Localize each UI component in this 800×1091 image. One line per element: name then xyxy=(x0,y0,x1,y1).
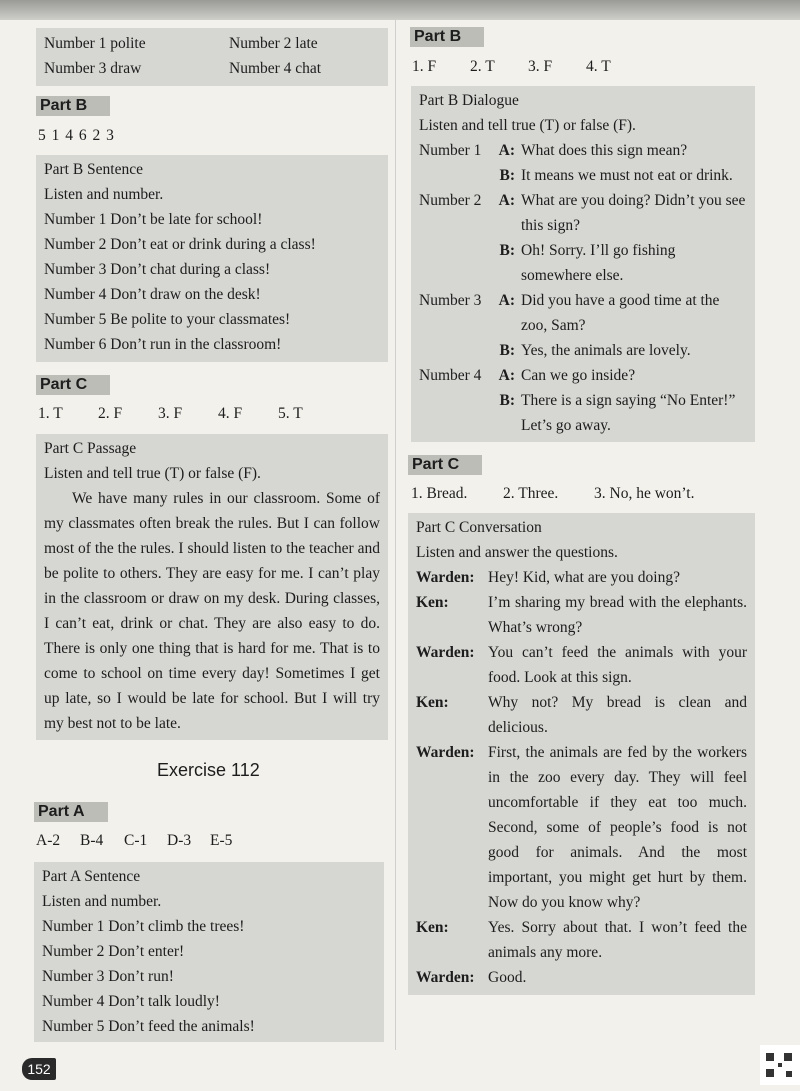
box-line: Number 6 Don’t run in the classroom! xyxy=(44,336,282,353)
speaker-label: B: xyxy=(499,242,515,259)
box-line: Number 4 Don’t draw on the desk! xyxy=(44,286,261,303)
dialogue-number: Number 1 xyxy=(419,142,482,159)
box-title: Part C Conversation xyxy=(416,519,542,536)
qr-code-icon xyxy=(760,1045,800,1085)
dialogue-text: It means we must not eat or drink. xyxy=(521,167,733,184)
conversation-line xyxy=(416,565,747,590)
speaker-label: B: xyxy=(499,392,515,409)
part-b-header: Part B xyxy=(36,96,110,116)
box-line: Part A Sentence xyxy=(42,868,141,885)
box-line: Listen and number. xyxy=(42,893,162,910)
answer-item: 1. T xyxy=(38,405,63,422)
speaker-label: B: xyxy=(499,167,515,184)
conversation-text: I’m sharing my bread with the elephants. What’s wrong? xyxy=(488,594,747,636)
box-title: Part C Passage xyxy=(44,440,137,457)
speaker-label: A: xyxy=(498,192,515,209)
dialogue-text: Did you have a good time at the zoo, Sam? xyxy=(521,292,720,334)
answer-item: Number 3 draw xyxy=(44,60,142,77)
answer-item: 5. T xyxy=(278,405,303,422)
speaker-label: Warden: xyxy=(416,969,475,986)
conversation-line xyxy=(416,590,747,640)
dialogue-text: What does this sign mean? xyxy=(521,142,688,159)
answer-item: 2. Three. xyxy=(503,485,559,502)
answer-item: 4. T xyxy=(586,58,611,75)
box-line: Part B Sentence xyxy=(44,161,144,178)
conversation-text: You can’t feed the animals with your food. Look at this sign. xyxy=(488,644,747,686)
answer-item: Number 1 polite xyxy=(44,35,146,52)
page-top-edge xyxy=(0,0,800,20)
answer-item: D-3 xyxy=(167,832,192,849)
box-line: Number 2 Don’t enter! xyxy=(42,943,185,960)
part-c-conversation-box xyxy=(408,513,755,995)
part-a-answers xyxy=(36,832,232,850)
dialogue-line xyxy=(419,388,747,438)
dialogue-text: Can we go inside? xyxy=(521,367,636,384)
dialogue-line xyxy=(419,163,747,188)
conversation-line xyxy=(416,690,747,740)
dialogue-number xyxy=(419,338,485,363)
answer-item: 2. T xyxy=(470,58,495,75)
answer-item: Number 2 late xyxy=(229,35,318,52)
right-part-c-answers xyxy=(411,485,694,503)
right-part-b-answers xyxy=(412,58,611,76)
dialogue-text: Yes, the animals are lovely. xyxy=(521,342,691,359)
answer-item: 3. F xyxy=(528,58,553,75)
dialogue-text: There is a sign saying “No Enter!” Let’s go away. xyxy=(521,392,736,434)
dialogue-line xyxy=(419,238,747,288)
dialogue-number: Number 4 xyxy=(419,367,482,384)
box-line: Number 5 Be polite to your classmates! xyxy=(44,311,291,328)
conversation-line xyxy=(416,915,747,965)
box-instruction: Listen and tell true (T) or false (F). xyxy=(419,117,636,134)
conversation-text: Yes. Sorry about that. I won’t feed the animals any more. xyxy=(488,919,747,961)
box-line: Number 2 Don’t eat or drink during a class! xyxy=(44,236,316,253)
dialogue-line xyxy=(419,288,747,338)
passage-text: We have many rules in our classroom. Some of my classmates often break the rules. But I can follow most of the the rules. I should listen to the teacher and be polite to others. They are easy for me. I can’t play in the classroom or draw on my desk. During classes, I can’t eat, drink or chat. They are also easy to do. There is only one thing that is hard for me. That is to come to school on time every day! Sometimes I get up late, so I would be late for school. But I will try my best not to be late. xyxy=(44,490,380,732)
left-top-answer-box xyxy=(36,28,388,86)
page-number: 152 xyxy=(22,1058,56,1080)
answer-item: 3. F xyxy=(158,405,183,422)
exercise-title: Exercise 112 xyxy=(157,760,260,780)
answer-item: C-1 xyxy=(124,832,148,849)
dialogue-number xyxy=(419,163,485,188)
dialogue-number xyxy=(419,388,485,438)
speaker-label: A: xyxy=(498,367,515,384)
answer-item: 3. No, he won’t. xyxy=(594,485,695,502)
conversation-line xyxy=(416,640,747,690)
part-b-sentence-box xyxy=(36,155,388,362)
speaker-label: Warden: xyxy=(416,569,475,586)
part-c-answers xyxy=(38,405,303,423)
dialogue-line xyxy=(419,188,747,238)
right-part-b-header: Part B xyxy=(410,27,484,47)
box-line: Number 1 Don’t climb the trees! xyxy=(42,918,245,935)
dialogue-text: What are you doing? Didn’t you see this sign? xyxy=(521,192,746,234)
conversation-line xyxy=(416,965,747,990)
box-title: Part B Dialogue xyxy=(419,92,519,109)
column-divider xyxy=(395,20,396,1050)
box-line: Number 4 Don’t talk loudly! xyxy=(42,993,220,1010)
box-line: Number 1 Don’t be late for school! xyxy=(44,211,263,228)
speaker-label: Ken: xyxy=(416,594,449,611)
part-b-answers: 5 1 4 6 2 3 xyxy=(38,127,115,144)
box-instruction: Listen and answer the questions. xyxy=(416,544,618,561)
dialogue-line xyxy=(419,338,747,363)
conversation-text: Hey! Kid, what are you doing? xyxy=(488,569,680,586)
box-line: Number 3 Don’t chat during a class! xyxy=(44,261,271,278)
speaker-label: Ken: xyxy=(416,694,449,711)
answer-item: 2. F xyxy=(98,405,123,422)
answer-item: 4. F xyxy=(218,405,243,422)
answer-item: E-5 xyxy=(210,832,233,849)
part-a-sentence-box xyxy=(34,862,384,1042)
dialogue-number: Number 2 xyxy=(419,192,482,209)
dialogue-number xyxy=(419,238,485,288)
dialogue-line xyxy=(419,138,747,163)
part-a-header: Part A xyxy=(34,802,108,822)
right-part-c-header: Part C xyxy=(408,455,482,475)
speaker-label: Ken: xyxy=(416,919,449,936)
conversation-text: Why not? My bread is clean and delicious. xyxy=(488,694,747,736)
conversation-text: Good. xyxy=(488,969,527,986)
box-line: Number 5 Don’t feed the animals! xyxy=(42,1018,255,1035)
box-line: Listen and number. xyxy=(44,186,164,203)
dialogue-number: Number 3 xyxy=(419,292,482,309)
answer-item: A-2 xyxy=(36,832,61,849)
box-line: Number 3 Don’t run! xyxy=(42,968,174,985)
speaker-label: A: xyxy=(498,292,515,309)
dialogue-text: Oh! Sorry. I’ll go fishing somewhere else. xyxy=(521,242,676,284)
speaker-label: B: xyxy=(499,342,515,359)
part-b-dialogue-box xyxy=(411,86,755,442)
answer-item: 1. Bread. xyxy=(411,485,468,502)
conversation-line xyxy=(416,740,747,915)
dialogue-line xyxy=(419,363,747,388)
speaker-label: Warden: xyxy=(416,744,475,761)
answer-item: Number 4 chat xyxy=(229,60,322,77)
part-c-passage-box xyxy=(36,434,388,740)
part-c-header: Part C xyxy=(36,375,110,395)
box-instruction: Listen and tell true (T) or false (F). xyxy=(44,465,261,482)
answer-item: 1. F xyxy=(412,58,437,75)
answer-item: B-4 xyxy=(80,832,104,849)
speaker-label: A: xyxy=(498,142,515,159)
speaker-label: Warden: xyxy=(416,644,475,661)
conversation-text: First, the animals are fed by the workers in the zoo every day. They will feel uncomfortable if they eat too much. Second, some of people’s food is not good for animals. And the most important, you might get hurt by them. Now do you know why? xyxy=(488,744,747,911)
